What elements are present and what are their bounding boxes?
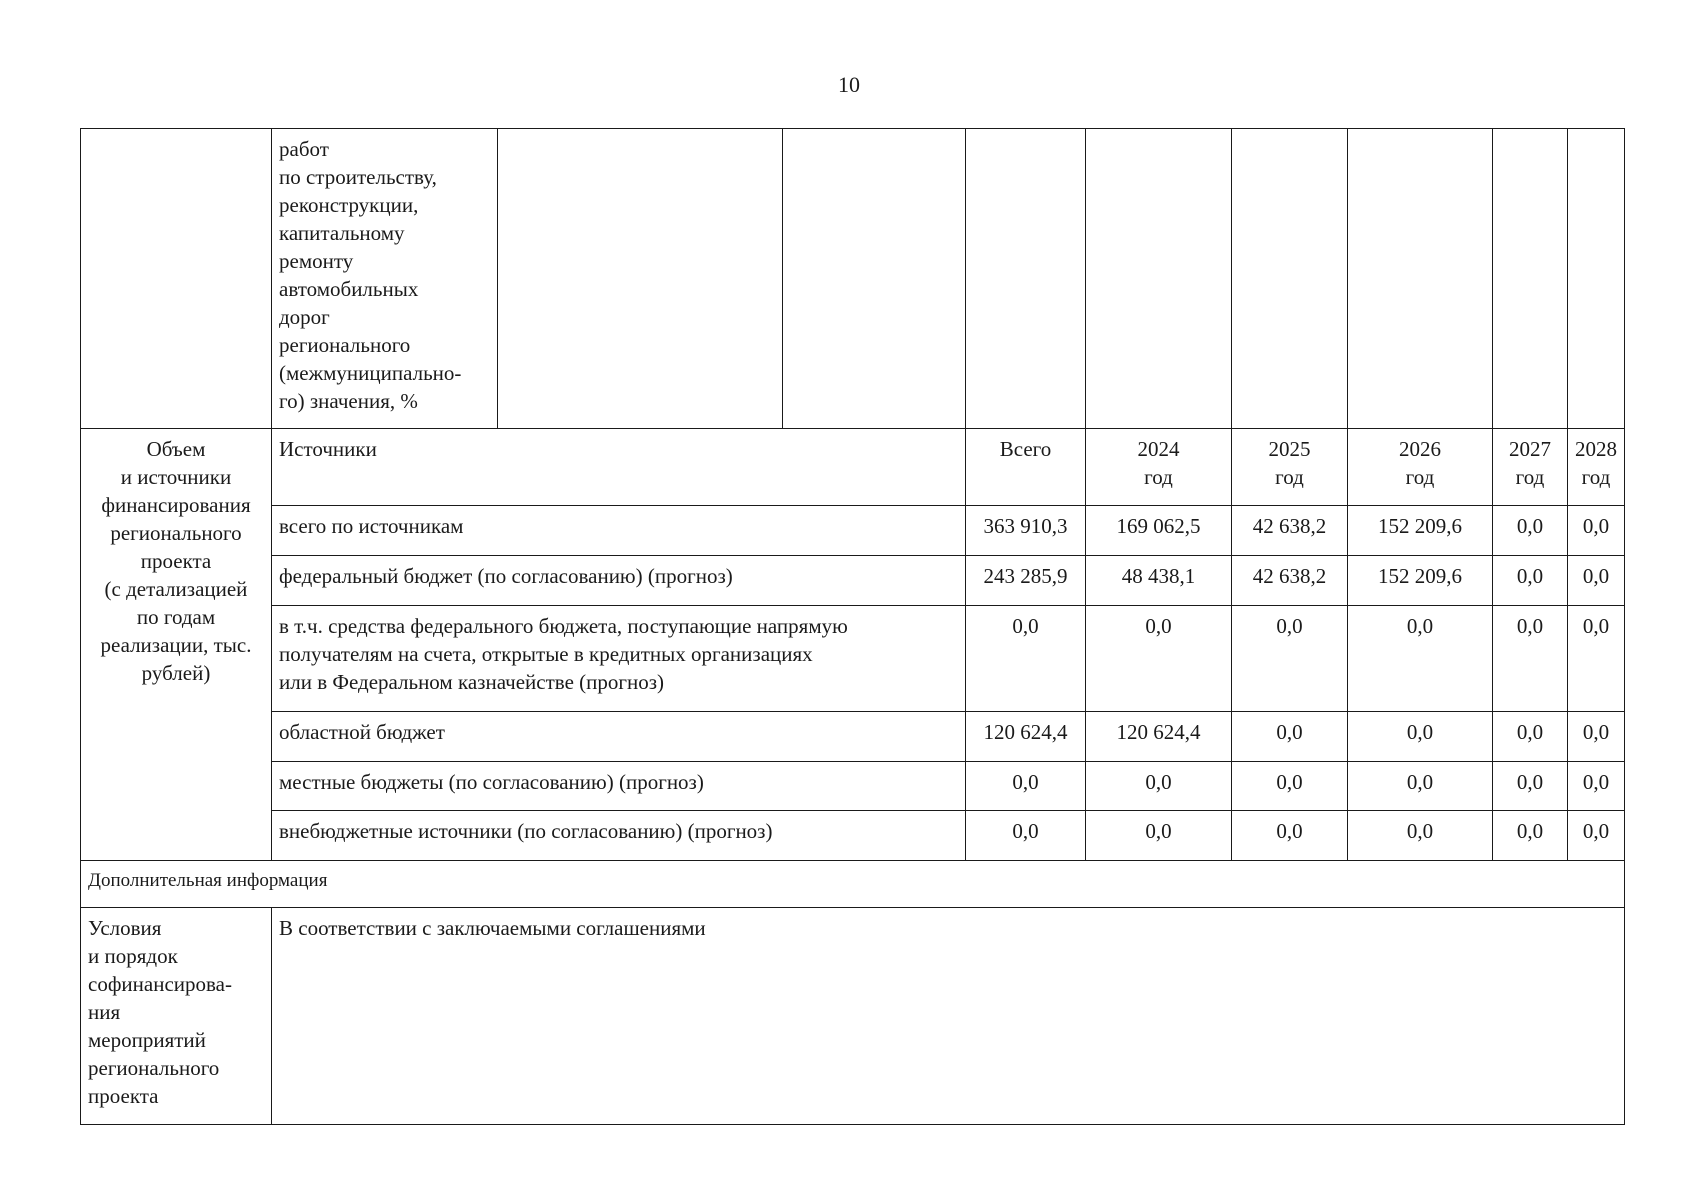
cofinancing-label-cell: Условия и порядок софинансирова- ния мероприятий регионального проекта: [81, 908, 272, 1125]
year-value: 0,0: [1493, 506, 1568, 556]
source-label: федеральный бюджет (по согласованию) (прогноз): [272, 556, 966, 606]
funding-row: [81, 762, 1625, 811]
year-value: 0,0: [1348, 712, 1493, 762]
total-value: 0,0: [966, 811, 1086, 861]
total-value: 0,0: [966, 762, 1086, 811]
additional-info-row: [81, 861, 1625, 908]
year-value: 0,0: [1493, 556, 1568, 606]
source-label: всего по источникам: [272, 506, 966, 556]
total-header: Всего: [966, 429, 1086, 506]
source-label: местные бюджеты (по согласованию) (прогноз): [272, 762, 966, 811]
total-value: 243 285,9: [966, 556, 1086, 606]
year-value: 0,0: [1568, 712, 1625, 762]
additional-info-heading: Дополнительная информация: [81, 861, 1625, 908]
year-value: 0,0: [1568, 606, 1625, 712]
funding-row: [81, 811, 1625, 861]
year-value: 42 638,2: [1232, 506, 1348, 556]
empty-cell: [1568, 129, 1625, 429]
source-label: в т.ч. средства федерального бюджета, поступающие напрямую получателям на счета, открытые в кредитных организациях или в Федеральном казначействе (прогноз): [272, 606, 966, 712]
year-value: 0,0: [1348, 811, 1493, 861]
cofinancing-value-cell: В соответствии с заключаемыми соглашениями: [272, 908, 1625, 1125]
total-value: 120 624,4: [966, 712, 1086, 762]
sources-header: Источники: [272, 429, 966, 506]
year-value: 0,0: [1086, 811, 1232, 861]
year-value: 0,0: [1568, 556, 1625, 606]
year-value: 0,0: [1232, 606, 1348, 712]
total-value: 0,0: [966, 606, 1086, 712]
year-value: 169 062,5: [1086, 506, 1232, 556]
year-header-2028: 2028 год: [1568, 429, 1625, 506]
year-value: 0,0: [1568, 762, 1625, 811]
year-value: 0,0: [1348, 606, 1493, 712]
year-header-2026: 2026 год: [1348, 429, 1493, 506]
empty-cell: [498, 129, 783, 429]
funding-header-row: [81, 429, 1625, 506]
year-header-2027: 2027 год: [1493, 429, 1568, 506]
year-header-2025: 2025 год: [1232, 429, 1348, 506]
year-value: 0,0: [1568, 506, 1625, 556]
project-table: [80, 128, 1625, 1125]
funding-label-cell: Объем и источники финансирования регионального проекта (с детализацией по годам реализации, тыс. рублей): [81, 429, 272, 861]
year-value: 0,0: [1493, 606, 1568, 712]
page-number: 10: [838, 72, 860, 97]
year-value: 0,0: [1493, 712, 1568, 762]
year-header-2024: 2024 год: [1086, 429, 1232, 506]
cofinancing-row: [81, 908, 1625, 1125]
empty-cell: [783, 129, 966, 429]
year-value: 152 209,6: [1348, 506, 1493, 556]
year-value: 48 438,1: [1086, 556, 1232, 606]
source-label: областной бюджет: [272, 712, 966, 762]
year-value: 0,0: [1232, 762, 1348, 811]
funding-row: [81, 606, 1625, 712]
empty-cell: [81, 129, 272, 429]
funding-row: [81, 712, 1625, 762]
empty-cell: [1348, 129, 1493, 429]
year-value: 0,0: [1232, 811, 1348, 861]
year-value: 0,0: [1568, 811, 1625, 861]
total-value: 363 910,3: [966, 506, 1086, 556]
year-value: 0,0: [1232, 712, 1348, 762]
indicator-continuation-row: [81, 129, 1625, 429]
funding-row: [81, 506, 1625, 556]
year-value: 152 209,6: [1348, 556, 1493, 606]
empty-cell: [1493, 129, 1568, 429]
empty-cell: [966, 129, 1086, 429]
year-value: 0,0: [1086, 606, 1232, 712]
source-label: внебюджетные источники (по согласованию) (прогноз): [272, 811, 966, 861]
year-value: 42 638,2: [1232, 556, 1348, 606]
empty-cell: [1086, 129, 1232, 429]
indicator-name-cell: работ по строительству, реконструкции, капитальному ремонту автомобильных дорог регионального (межмуниципально- го) значения, %: [272, 129, 498, 429]
funding-row: [81, 556, 1625, 606]
year-value: 0,0: [1348, 762, 1493, 811]
year-value: 0,0: [1086, 762, 1232, 811]
empty-cell: [1232, 129, 1348, 429]
year-value: 0,0: [1493, 811, 1568, 861]
year-value: 0,0: [1493, 762, 1568, 811]
year-value: 120 624,4: [1086, 712, 1232, 762]
